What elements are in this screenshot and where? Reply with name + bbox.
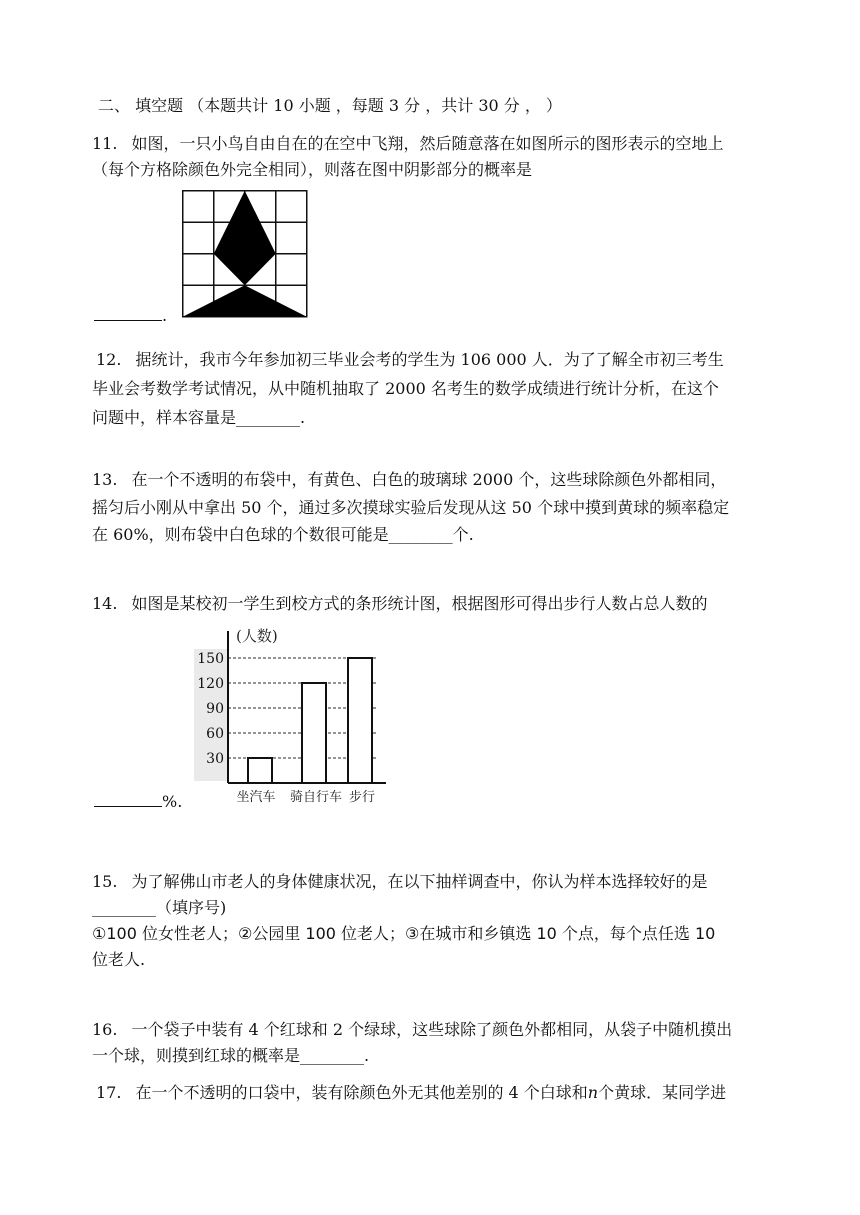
question-number: 15. — [92, 872, 118, 891]
section-title: 二、 填空题 （本题共计 10 小题 ，每题 3 分 ，共计 30 分 ， ） — [98, 96, 562, 115]
question-text: 一个袋子中装有 4 个红球和 2 个绿球，这些球除了颜色外都相同，从袋子中随机摸出 — [131, 1020, 733, 1039]
question-15-line2: ________（填序号) — [92, 898, 227, 917]
x-category-label: 骑自行车 — [289, 790, 343, 805]
y-axis-label: (人数) — [236, 627, 278, 645]
answer-blank — [94, 306, 162, 321]
y-tick-label: 30 — [206, 751, 224, 767]
blank-suffix: %. — [162, 792, 183, 811]
y-tick-label: 60 — [206, 726, 224, 742]
question-13-line2: 摇匀后小刚从中拿出 50 个，通过多次摸球实验后发现从这 50 个球中摸到黄球的频率稳定 — [92, 498, 730, 517]
question-number: 13. — [92, 470, 118, 489]
question-12-line1 — [96, 350, 724, 370]
bar — [302, 683, 326, 783]
question-text: 在一个不透明的口袋中，装有除颜色外无其他差别的 4 个白球和𝑛个黄球．某同学进 — [135, 1083, 727, 1102]
question-text: 如图是某校初一学生到校方式的条形统计图，根据图形可得出步行人数占总人数的 — [131, 594, 708, 613]
question-12-line2: 毕业会考数学考试情况，从中随机抽取了 2000 名考生的数学成绩进行统计分析，在这个 — [92, 379, 719, 398]
question-12-line3: 问题中，样本容量是________. — [92, 408, 306, 427]
question-15-line1 — [92, 872, 707, 892]
bar — [348, 658, 372, 783]
question-17-line1 — [96, 1083, 726, 1103]
question-11-line1 — [92, 134, 723, 154]
bar — [248, 758, 272, 783]
question-14-answer — [94, 792, 182, 812]
question-number: 14. — [92, 594, 118, 613]
question-number: 16. — [92, 1020, 118, 1039]
question-11-line2: （每个方格除颜色外完全相同），则落在图中阴影部分的概率是 — [92, 160, 533, 179]
blank-suffix: . — [162, 306, 168, 325]
x-category-label: 坐汽车 — [236, 790, 276, 805]
question-number: 12. — [96, 350, 122, 369]
question-number: 17. — [96, 1083, 122, 1102]
x-category-label: 步行 — [348, 790, 376, 805]
question-text: 据统计，我市今年参加初三毕业会考的学生为 106 000 人．为了了解全市初三考生 — [135, 350, 724, 369]
y-tick-label: 150 — [197, 651, 224, 667]
question-text: 为了解佛山市老人的身体健康状况，在以下抽样调查中，你认为样本选择较好的是 — [131, 872, 708, 891]
question-16-line1 — [92, 1020, 732, 1040]
bar-chart — [190, 625, 390, 809]
shaded-kite — [214, 191, 276, 286]
answer-blank — [94, 792, 162, 807]
shaded-base-triangle — [183, 285, 307, 317]
question-11-answer — [94, 306, 167, 326]
question-15-line4: 位老人. — [92, 950, 146, 969]
question-15-line3: ①100 位女性老人；②公园里 100 位老人；③在城市和乡镇选 10 个点，每个点任选 10 — [92, 924, 716, 943]
question-14-line1 — [92, 594, 707, 614]
question-13-line1 — [92, 470, 726, 490]
y-tick-label: 120 — [197, 676, 224, 692]
grid-figure — [182, 190, 308, 318]
y-tick-label: 90 — [206, 701, 224, 717]
question-13-line3: 在 60%，则布袋中白色球的个数很可能是________个. — [92, 525, 474, 544]
question-16-line2: 一个球，则摸到红球的概率是________. — [92, 1046, 370, 1065]
question-number: 11. — [92, 134, 118, 153]
question-text: 在一个不透明的布袋中，有黄色、白色的玻璃球 2000 个，这些球除颜色外都相同， — [131, 470, 727, 489]
question-text: 如图，一只小鸟自由自在的在空中飞翔，然后随意落在如图所示的图形表示的空地上 — [131, 134, 724, 153]
